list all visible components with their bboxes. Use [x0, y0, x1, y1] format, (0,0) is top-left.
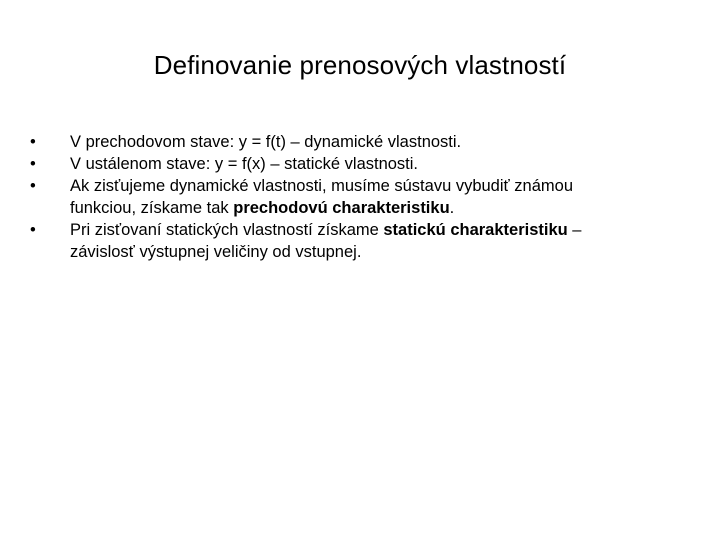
- bullet-bold-term: prechodovú charakteristiku: [233, 199, 450, 217]
- bullet-item-2: [30, 153, 640, 175]
- bullet-dot-icon: •: [30, 155, 36, 173]
- bullet-item-1: [30, 131, 640, 153]
- bullet-text: V ustálenom stave: y = f(x) – statické vlastnosti.: [70, 155, 419, 173]
- bullet-text-end: .: [449, 199, 455, 217]
- bullet-bold-term: statickú charakteristiku: [383, 221, 568, 239]
- bullet-item-4: [30, 219, 640, 263]
- slide-title: Definovanie prenosových vlastností: [153, 50, 567, 80]
- bullet-item-3: [30, 175, 640, 219]
- bullet-dot-icon: •: [30, 177, 36, 195]
- bullet-list: [30, 131, 640, 263]
- bullet-text-end: – závislosť výstupnej veličiny od vstupnej.: [70, 221, 582, 261]
- bullet-dot-icon: •: [30, 221, 36, 239]
- bullet-text: Pri zisťovaní statických vlastností získame: [70, 221, 384, 239]
- bullet-text: V prechodovom stave: y = f(t) – dynamické vlastnosti.: [70, 133, 462, 151]
- bullet-dot-icon: •: [30, 133, 36, 151]
- bullet-text: Ak zisťujeme dynamické vlastnosti, musíme sústavu vybudiť známou funkciou, získame tak: [70, 177, 573, 217]
